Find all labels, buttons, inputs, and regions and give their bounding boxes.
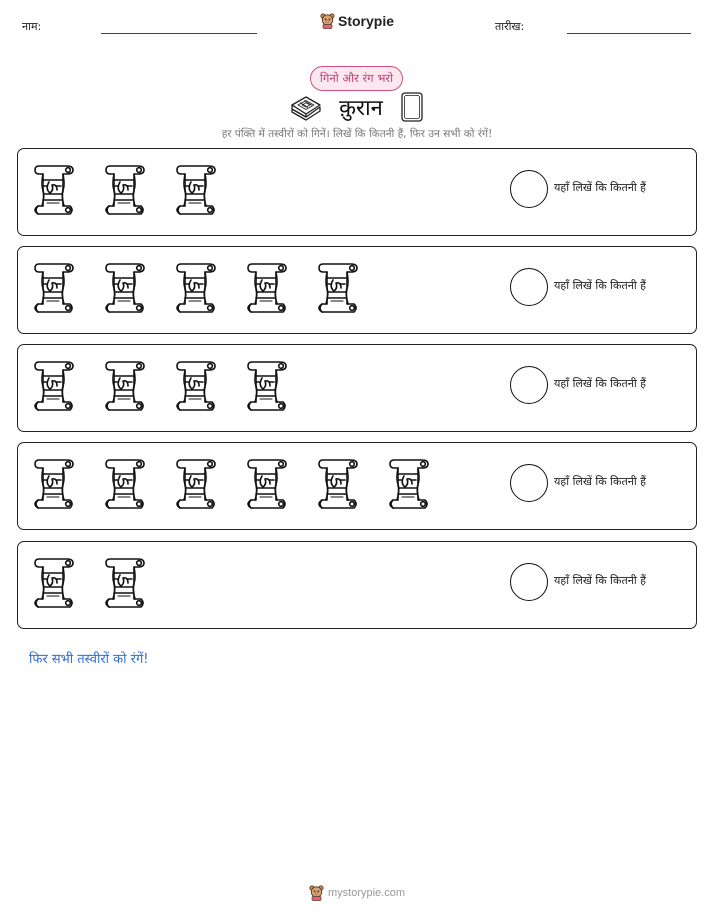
scroll-icon[interactable] (314, 454, 360, 512)
quran-book-icon (289, 93, 323, 121)
scroll-icon[interactable] (30, 258, 76, 316)
brand-name: Storypie (337, 12, 394, 29)
scroll-icon[interactable] (243, 258, 289, 316)
storypie-bear-icon (309, 884, 324, 901)
answer-circle[interactable] (510, 268, 548, 306)
answer-label: यहाँ लिखें कि कितनी हैं (554, 181, 647, 194)
scroll-icon[interactable] (101, 160, 147, 218)
answer-label: यहाँ लिखें कि कितनी हैं (554, 475, 647, 488)
scroll-icon[interactable] (30, 553, 76, 611)
answer-circle[interactable] (510, 563, 548, 601)
item-group (30, 553, 147, 611)
item-group (30, 454, 431, 512)
activity-tag: गिनो और रंग भरो (310, 66, 403, 91)
color-instruction: फिर सभी तस्वीरों को रंगें! (29, 652, 149, 667)
scroll-icon[interactable] (172, 258, 218, 316)
count-row-1 (17, 148, 697, 236)
name-field[interactable] (101, 33, 257, 34)
page-title: क़ुरान (339, 96, 383, 121)
item-group (30, 258, 360, 316)
scroll-icon[interactable] (101, 553, 147, 611)
answer-circle[interactable] (510, 366, 548, 404)
count-row-2 (17, 246, 697, 334)
answer-circle[interactable] (510, 464, 548, 502)
scroll-icon[interactable] (172, 454, 218, 512)
scroll-icon[interactable] (385, 454, 431, 512)
storypie-bear-icon (320, 12, 335, 29)
scroll-icon[interactable] (243, 356, 289, 414)
count-row-3 (17, 344, 697, 432)
scroll-icon[interactable] (101, 258, 147, 316)
site-url[interactable]: mystorypie.com (327, 886, 406, 899)
date-field[interactable] (567, 33, 691, 34)
footer-brand (0, 884, 714, 901)
scroll-icon[interactable] (243, 454, 289, 512)
scroll-icon[interactable] (172, 356, 218, 414)
answer-label: यहाँ लिखें कि कितनी हैं (554, 279, 647, 292)
count-row-5 (17, 541, 697, 629)
scroll-icon[interactable] (30, 356, 76, 414)
date-label: तारीख: (495, 20, 525, 33)
scroll-icon[interactable] (101, 454, 147, 512)
answer-label: यहाँ लिखें कि कितनी हैं (554, 377, 647, 390)
name-label: नाम: (22, 20, 42, 33)
scroll-icon[interactable] (30, 454, 76, 512)
blank-card-icon (399, 91, 425, 123)
scroll-icon[interactable] (314, 258, 360, 316)
scroll-icon[interactable] (172, 160, 218, 218)
answer-label: यहाँ लिखें कि कितनी हैं (554, 574, 647, 587)
scroll-icon[interactable] (30, 160, 76, 218)
brand-logo (0, 12, 714, 29)
scroll-icon[interactable] (101, 356, 147, 414)
answer-circle[interactable] (510, 170, 548, 208)
item-group (30, 160, 218, 218)
title-row (0, 90, 714, 124)
item-group (30, 356, 289, 414)
count-row-4 (17, 442, 697, 530)
instructions: हर पंक्ति में तस्वीरों को गिनें। लिखें कि कितनी हैं, फिर उन सभी को रंगें! (221, 128, 493, 140)
